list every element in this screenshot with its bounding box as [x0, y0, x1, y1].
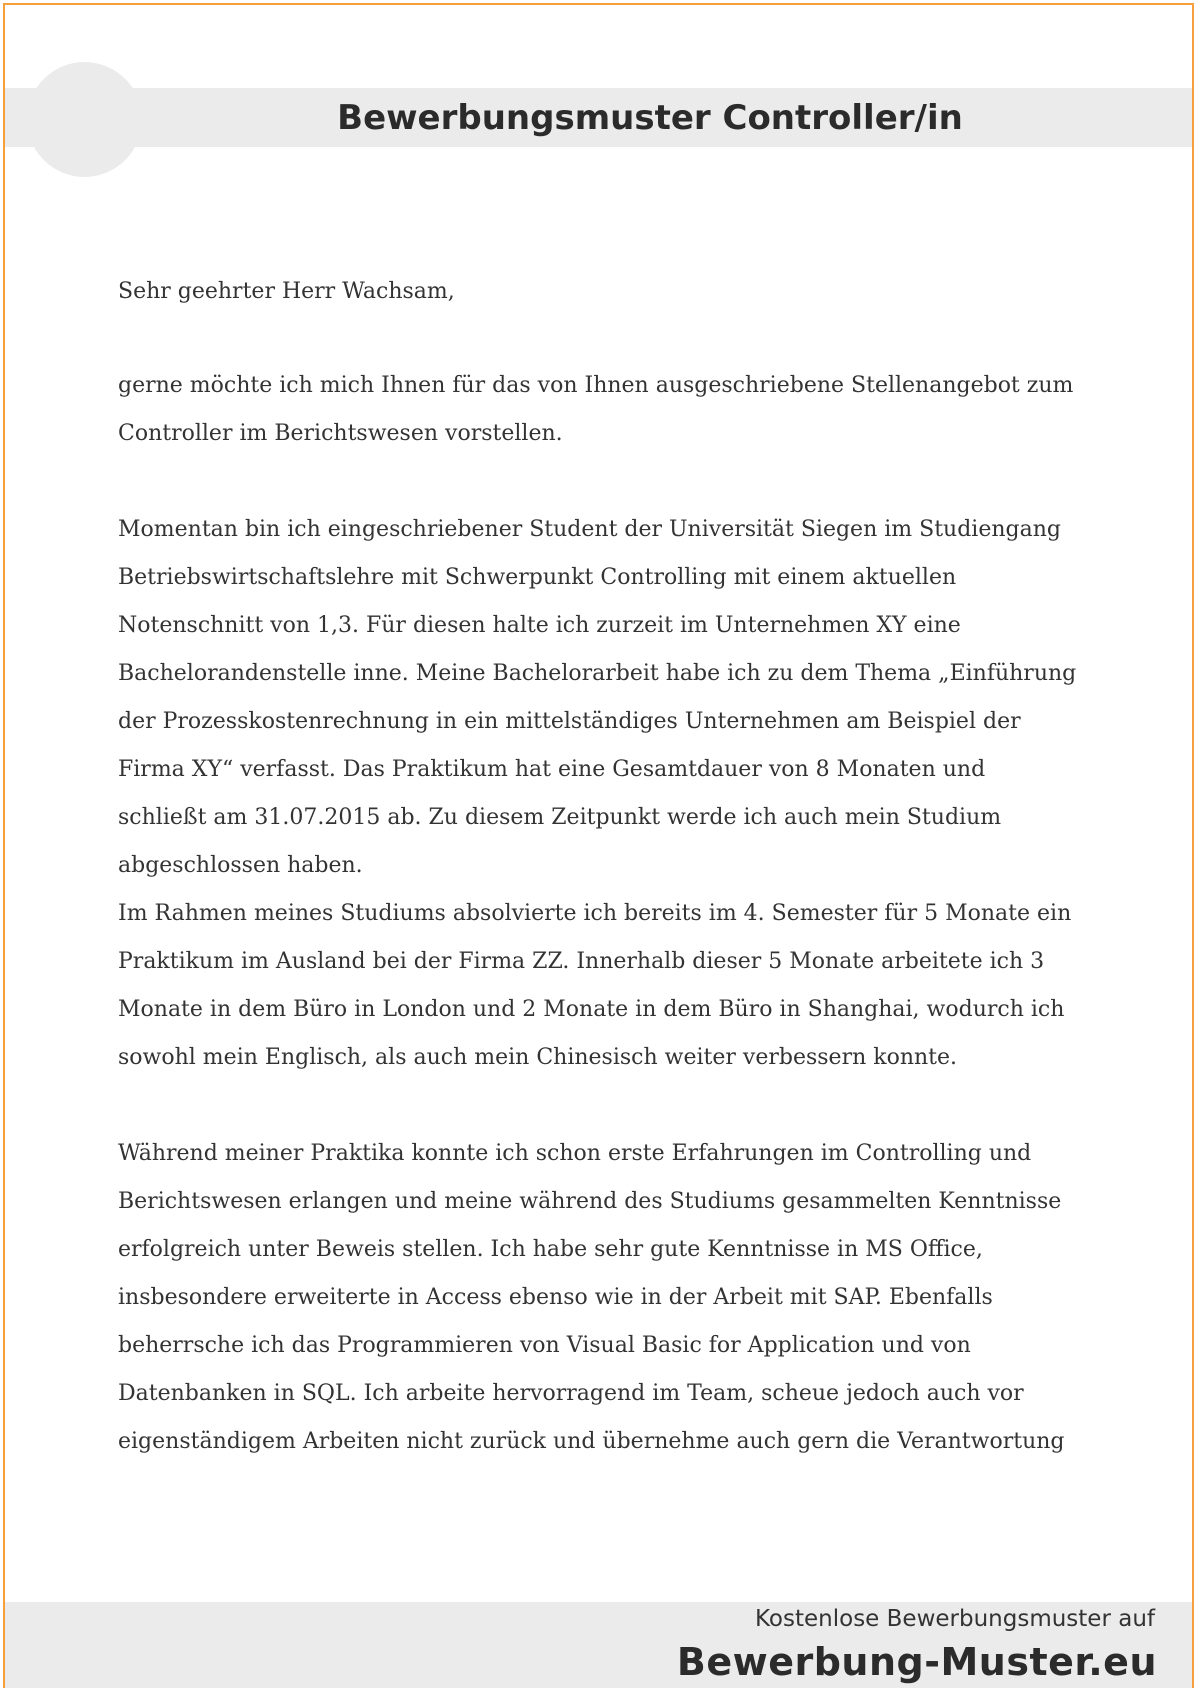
header-circle-decoration: [27, 62, 142, 177]
salutation: Sehr geehrter Herr Wachsam,: [118, 279, 455, 304]
footer-brand-logo: Bewerbung-Muster.eu: [676, 1640, 1157, 1684]
letter-body: [118, 362, 1078, 1466]
paragraph-intro: gerne möchte ich mich Ihnen für das von Ihnen ausgeschriebene Stellenangebot zum Controller im Berichtswesen vorstellen.: [118, 373, 1074, 446]
paragraph-studies: Momentan bin ich eingeschriebener Student der Universität Siegen im Studiengang Betriebswirtschaftslehre mit Schwerpunkt Controlling mit einem aktuellen Notenschnitt von 1,3. Für diesen halte ich zurzeit im Unternehmen XY eine Bachelorandenstelle inne. Meine Bachelorarbeit habe ich zu dem Thema „Einführung der Prozesskostenrechnung in ein mittelständiges Unternehmen am Beispiel der Firma XY“ verfasst. Das Praktikum hat eine Gesamtdauer von 8 Monaten und schließt am 31.07.2015 ab. Zu diesem Zeitpunkt werde ich auch mein Studium abgeschlossen haben.: [118, 517, 1077, 878]
paragraph-internship: Im Rahmen meines Studiums absolvierte ich bereits im 4. Semester für 5 Monate ein Praktikum im Ausland bei der Firma ZZ. Innerhalb dieser 5 Monate arbeitete ich 3 Monate in dem Büro in London und 2 Monate in dem Büro in Shanghai, wodurch ich sowohl mein Englisch, als auch mein Chinesisch weiter verbessern konnte.: [118, 901, 1072, 1070]
footer-tagline: Kostenlose Bewerbungsmuster auf: [755, 1606, 1155, 1632]
document-title: Bewerbungsmuster Controller/in: [337, 98, 963, 138]
paragraph-skills: Während meiner Praktika konnte ich schon erste Erfahrungen im Controlling und Berichtswesen erlangen und meine während des Studiums gesammelten Kenntnisse erfolgreich unter Beweis stellen. Ich habe sehr gute Kenntnisse in MS Office, insbesondere erweiterte in Access ebenso wie in der Arbeit mit SAP. Ebenfalls beherrsche ich das Programmieren von Visual Basic for Application und von Datenbanken in SQL. Ich arbeite hervorragend im Team, scheue jedoch auch vor eigenständigem Arbeiten nicht zurück und übernehme auch gern die Verantwortung: [118, 1141, 1065, 1454]
